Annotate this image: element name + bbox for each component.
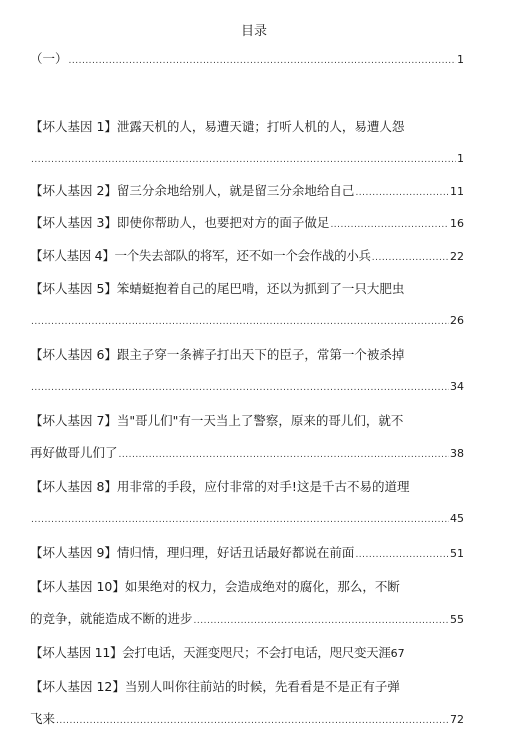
toc-entry-text: 【坏人基因 6】跟主子穿一条裤子打出天下的臣子，常第一个被杀掉	[30, 347, 405, 362]
toc-entry-text: 【坏人基因 10】如果绝对的权力，会造成绝对的腐化，那么，不断	[30, 579, 400, 594]
toc-entry-line2[interactable]: 再好做哥儿们了 ..... 38	[30, 444, 464, 464]
toc-entry-text: 【坏人基因 12】当别人叫你往前站的时候，先看看是不是正有子弹	[30, 679, 400, 694]
toc-entry[interactable]	[30, 544, 464, 564]
dot-leader	[355, 546, 449, 564]
toc-entry-line2[interactable]: 飞来 ..... 72	[30, 710, 464, 730]
dot-leader	[31, 511, 449, 529]
toc-entry-text: 【坏人基因 8】用非常的手段，应付非常的对手!这是千古不易的道理	[30, 479, 410, 494]
toc-page-number: 67	[390, 647, 405, 660]
toc-entry-line1[interactable]	[30, 280, 464, 298]
toc-page-number: 11	[450, 185, 464, 198]
toc-entry-text: 【坏人基因 2】留三分余地给别人，就是留三分余地给自己	[30, 183, 355, 198]
toc-page-number: 34	[450, 380, 464, 393]
toc-entry-text: 【坏人基因 9】情归情，理归理，好话丑话最好都说在前面	[30, 545, 355, 560]
toc-entry-text: 【坏人基因 11】会打电话，天涯变咫尺；不会打电话，咫尺变天涯	[30, 645, 391, 660]
toc-page-number: 55	[450, 613, 464, 626]
toc-entry-line1[interactable]	[30, 678, 464, 696]
toc-title: 目录	[240, 24, 267, 39]
toc-page-number: 38	[450, 447, 464, 460]
toc-entry-text: 【坏人基因 5】笨蜻蜓抱着自己的尾巴啃，还以为抓到了一只大肥虫	[30, 281, 405, 296]
dot-leader	[31, 313, 449, 331]
toc-entry-text: 【坏人基因 7】当"哥儿们"有一天当上了警察，原来的哥儿们，就不	[30, 413, 404, 428]
toc-entry-line1[interactable]	[30, 412, 464, 430]
toc-page-number: 22	[450, 250, 464, 263]
toc-entry-line2[interactable]	[30, 510, 464, 529]
dot-leader	[330, 216, 449, 234]
toc-entry[interactable]	[30, 214, 464, 234]
toc-entry-line2[interactable]	[30, 150, 464, 169]
toc-entry-line2[interactable]	[30, 312, 464, 331]
dot-leader	[119, 446, 449, 464]
toc-entry[interactable]	[30, 247, 464, 267]
toc-entry[interactable]	[30, 50, 464, 70]
toc-page-number: 1	[457, 152, 464, 165]
dot-leader	[31, 151, 456, 169]
toc-page-number: 26	[450, 314, 464, 327]
toc-entry-line1[interactable]	[30, 346, 464, 364]
toc-entry[interactable]	[30, 644, 464, 663]
toc-entry-text: （一）	[30, 51, 68, 66]
toc-page-number: 1	[457, 53, 464, 66]
toc-entry-line1[interactable]	[30, 478, 464, 496]
dot-leader	[355, 184, 449, 202]
toc-page-number: 51	[450, 547, 464, 560]
dot-leader	[56, 712, 449, 730]
toc-entry-line2[interactable]	[30, 378, 464, 397]
dot-leader	[372, 249, 449, 267]
toc-entry-text: 【坏人基因 3】即使你帮助人，也要把对方的面子做足	[30, 215, 330, 230]
toc-page-number: 72	[450, 713, 464, 726]
dot-leader	[31, 379, 449, 397]
toc-entry[interactable]	[30, 182, 464, 202]
toc-entry-text: 【坏人基因 1】泄露天机的人，易遭天谴；打听人机的人，易遭人怨	[30, 119, 405, 134]
dot-leader	[69, 52, 456, 70]
toc-entry-text: 【坏人基因 4】一个失去部队的将军，还不如一个会作战的小兵	[30, 248, 371, 263]
toc-page-number: 45	[450, 512, 464, 525]
toc-entry-line2[interactable]: 的竞争，就能造成不断的进步 ..... 55	[30, 610, 464, 630]
toc-page-number: 16	[450, 217, 464, 230]
dot-leader	[194, 612, 449, 630]
toc-entry-line1[interactable]	[30, 578, 464, 596]
toc-entry-line1[interactable]	[30, 118, 464, 136]
